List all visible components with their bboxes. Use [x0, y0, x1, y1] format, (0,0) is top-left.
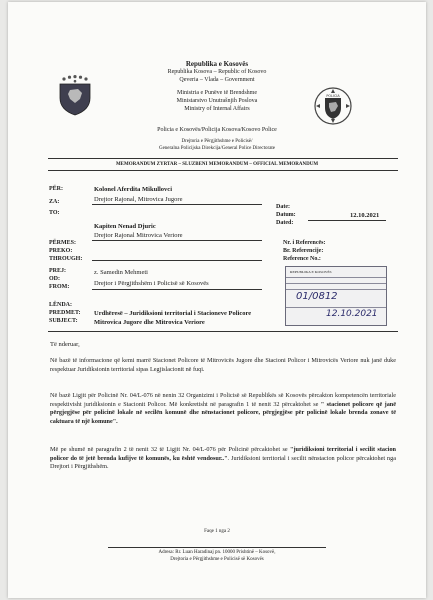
permes-label: PËRMES: [49, 240, 76, 246]
datum-label: Datum: [276, 212, 296, 218]
ministry-en: Ministry of Internal Affairs [184, 106, 250, 112]
paragraph-3-text: Më pe shumë në paragrafin 2 të nenit 32 të Ligjit Nr. 04/L-076 për Policinë përcaktohet se [50, 446, 291, 453]
footer-directorate: Drejtoria e Përgjithshme e Policisë së Kosovës [170, 557, 264, 562]
date-label: Date: [276, 204, 290, 210]
date-value: 12.10.2021 [350, 212, 380, 219]
sender-name: z. Samedin Mehmeti [94, 269, 148, 276]
per-label: PËR: [49, 186, 63, 192]
through-label: THROUGH: [49, 256, 83, 262]
memo-banner: MEMORANDUM ZYRTAR – SLUZBENI MEMORANDUM – OFFICIAL MEMORANDUM [115, 162, 319, 167]
od-label: OD: [49, 276, 60, 282]
government-line: Qeveria – Vlada – Government [179, 77, 255, 83]
divider [48, 158, 398, 159]
field-underline [92, 240, 262, 241]
stamp-handwritten-date: 12.10.2021 [326, 309, 378, 319]
prej-label: PREJ: [49, 268, 66, 274]
ministry-sr: Ministarstvo Unutrašnjih Poslova [176, 98, 258, 104]
stamp-handwritten-number: 01/0812 [296, 291, 338, 302]
paragraph-2-quote: " stacionet policore që janë përgjegjëse për policinë lokale në secilën komunë dhe nënstacionet policore, përgjegjëse për policinë lokale brenda zonave të caktuara të një komune". [50, 400, 396, 425]
sender-role: Drejtor i Përgjithshëm i Policisë së Kosovës [94, 280, 209, 287]
paragraph-2-text: Në bazë Ligjit për Policinë Nr. 04/L-076 në nenin 32 Organizimi i Policisë së Republikës së Kosovës përcakton kompetencën territoriale respektivisht juridiksionin e Stacionit Policor. Më konkretisht në paragrafin 1 të nenit 32 përcaktohet se [50, 392, 396, 408]
memo-page [8, 2, 426, 598]
field-underline [92, 204, 262, 205]
field-underline [308, 220, 386, 221]
to-label: TO: [49, 210, 60, 216]
paragraph-3-tail: . Juridiksioni territorial i secilit nënstacion policor përcaktohet nga Drejtori i Përgjithshëm. [50, 454, 396, 470]
stamp-title: REPUBLIKA E KOSOVËS [290, 270, 332, 274]
paragraph-3 [50, 446, 396, 472]
field-underline [92, 260, 262, 261]
svg-text:POLICIA: POLICIA [326, 94, 340, 98]
divider [48, 331, 398, 332]
republic-title: Republika e Kosovës [185, 60, 249, 68]
field-underline [92, 289, 262, 290]
paragraph-1: Në bazë të informacione që kemi marrë Stacionet Policore të Mitrovicës Jugore dhe Stacioni Policor i Mitrovicës Veriore nuk janë duke respektuar Juridiksionin territorial sipas Legjislacionit në fuqi. [50, 357, 396, 373]
recipient-name: Kolonel Aferdita Mikullovci [94, 186, 172, 193]
paragraph-3-quote: "juridiksioni territorial i secilit stacion policor do të jetë brenda kufijve të komunës, ku është vendosur.." [50, 446, 396, 462]
from-label: FROM: [49, 284, 70, 290]
directorate-multilang: Generalna Policijska Direkcija/General Police Directorate [158, 146, 276, 151]
police-line: Policia e Kosovës/Policija Kosova/Kosovo Police [157, 127, 277, 133]
page-number: Faqe 1 nga 2 [204, 529, 230, 534]
salutation: Të nderuar, [50, 341, 80, 348]
republic-subtitle: Republika Kosova – Republic of Kosovo [167, 69, 267, 75]
recipient2-role: Drejtor Rajonal Mitrovica Veriore [94, 232, 183, 239]
dated-label: Dated: [276, 220, 294, 226]
recipient-role: Drejtor Rajonal, Mitrovica Jugore [94, 196, 183, 203]
divider [48, 170, 398, 171]
footer-address: Adresa: Rr. Luan Haradinaj pn. 10000 Prishtinë – Kosovë, [158, 550, 276, 555]
paragraph-2 [50, 392, 396, 426]
subject-line-1: Urdhëresë – Juridiksioni territorial i Stacioneve Policore [94, 310, 252, 317]
footer-divider [108, 547, 326, 548]
registration-stamp [285, 266, 387, 326]
subject-line-2: Mitrovica Jugore dhe Mitrovica Veriore [94, 319, 205, 326]
predmet-label: PREDMET: [49, 310, 81, 316]
recipient2-name: Kapiten Nenad Djuric [94, 223, 156, 230]
directorate-sq: Drejtoria e Përgjithshme e Policisë/ [181, 139, 253, 144]
za-label: ZA: [49, 199, 60, 205]
reference-label-en: Reference No.: [283, 256, 321, 262]
reference-label-sr: Br. Referencije: [283, 248, 324, 254]
reference-label-sq: Nr. i Referencës: [283, 240, 326, 246]
lenda-label: LËNDA: [49, 302, 73, 308]
subject-label: SUBJECT: [49, 318, 78, 324]
preko-label: PREKO: [49, 248, 73, 254]
ministry-sq: Ministria e Punëve të Brendshme [177, 90, 257, 96]
